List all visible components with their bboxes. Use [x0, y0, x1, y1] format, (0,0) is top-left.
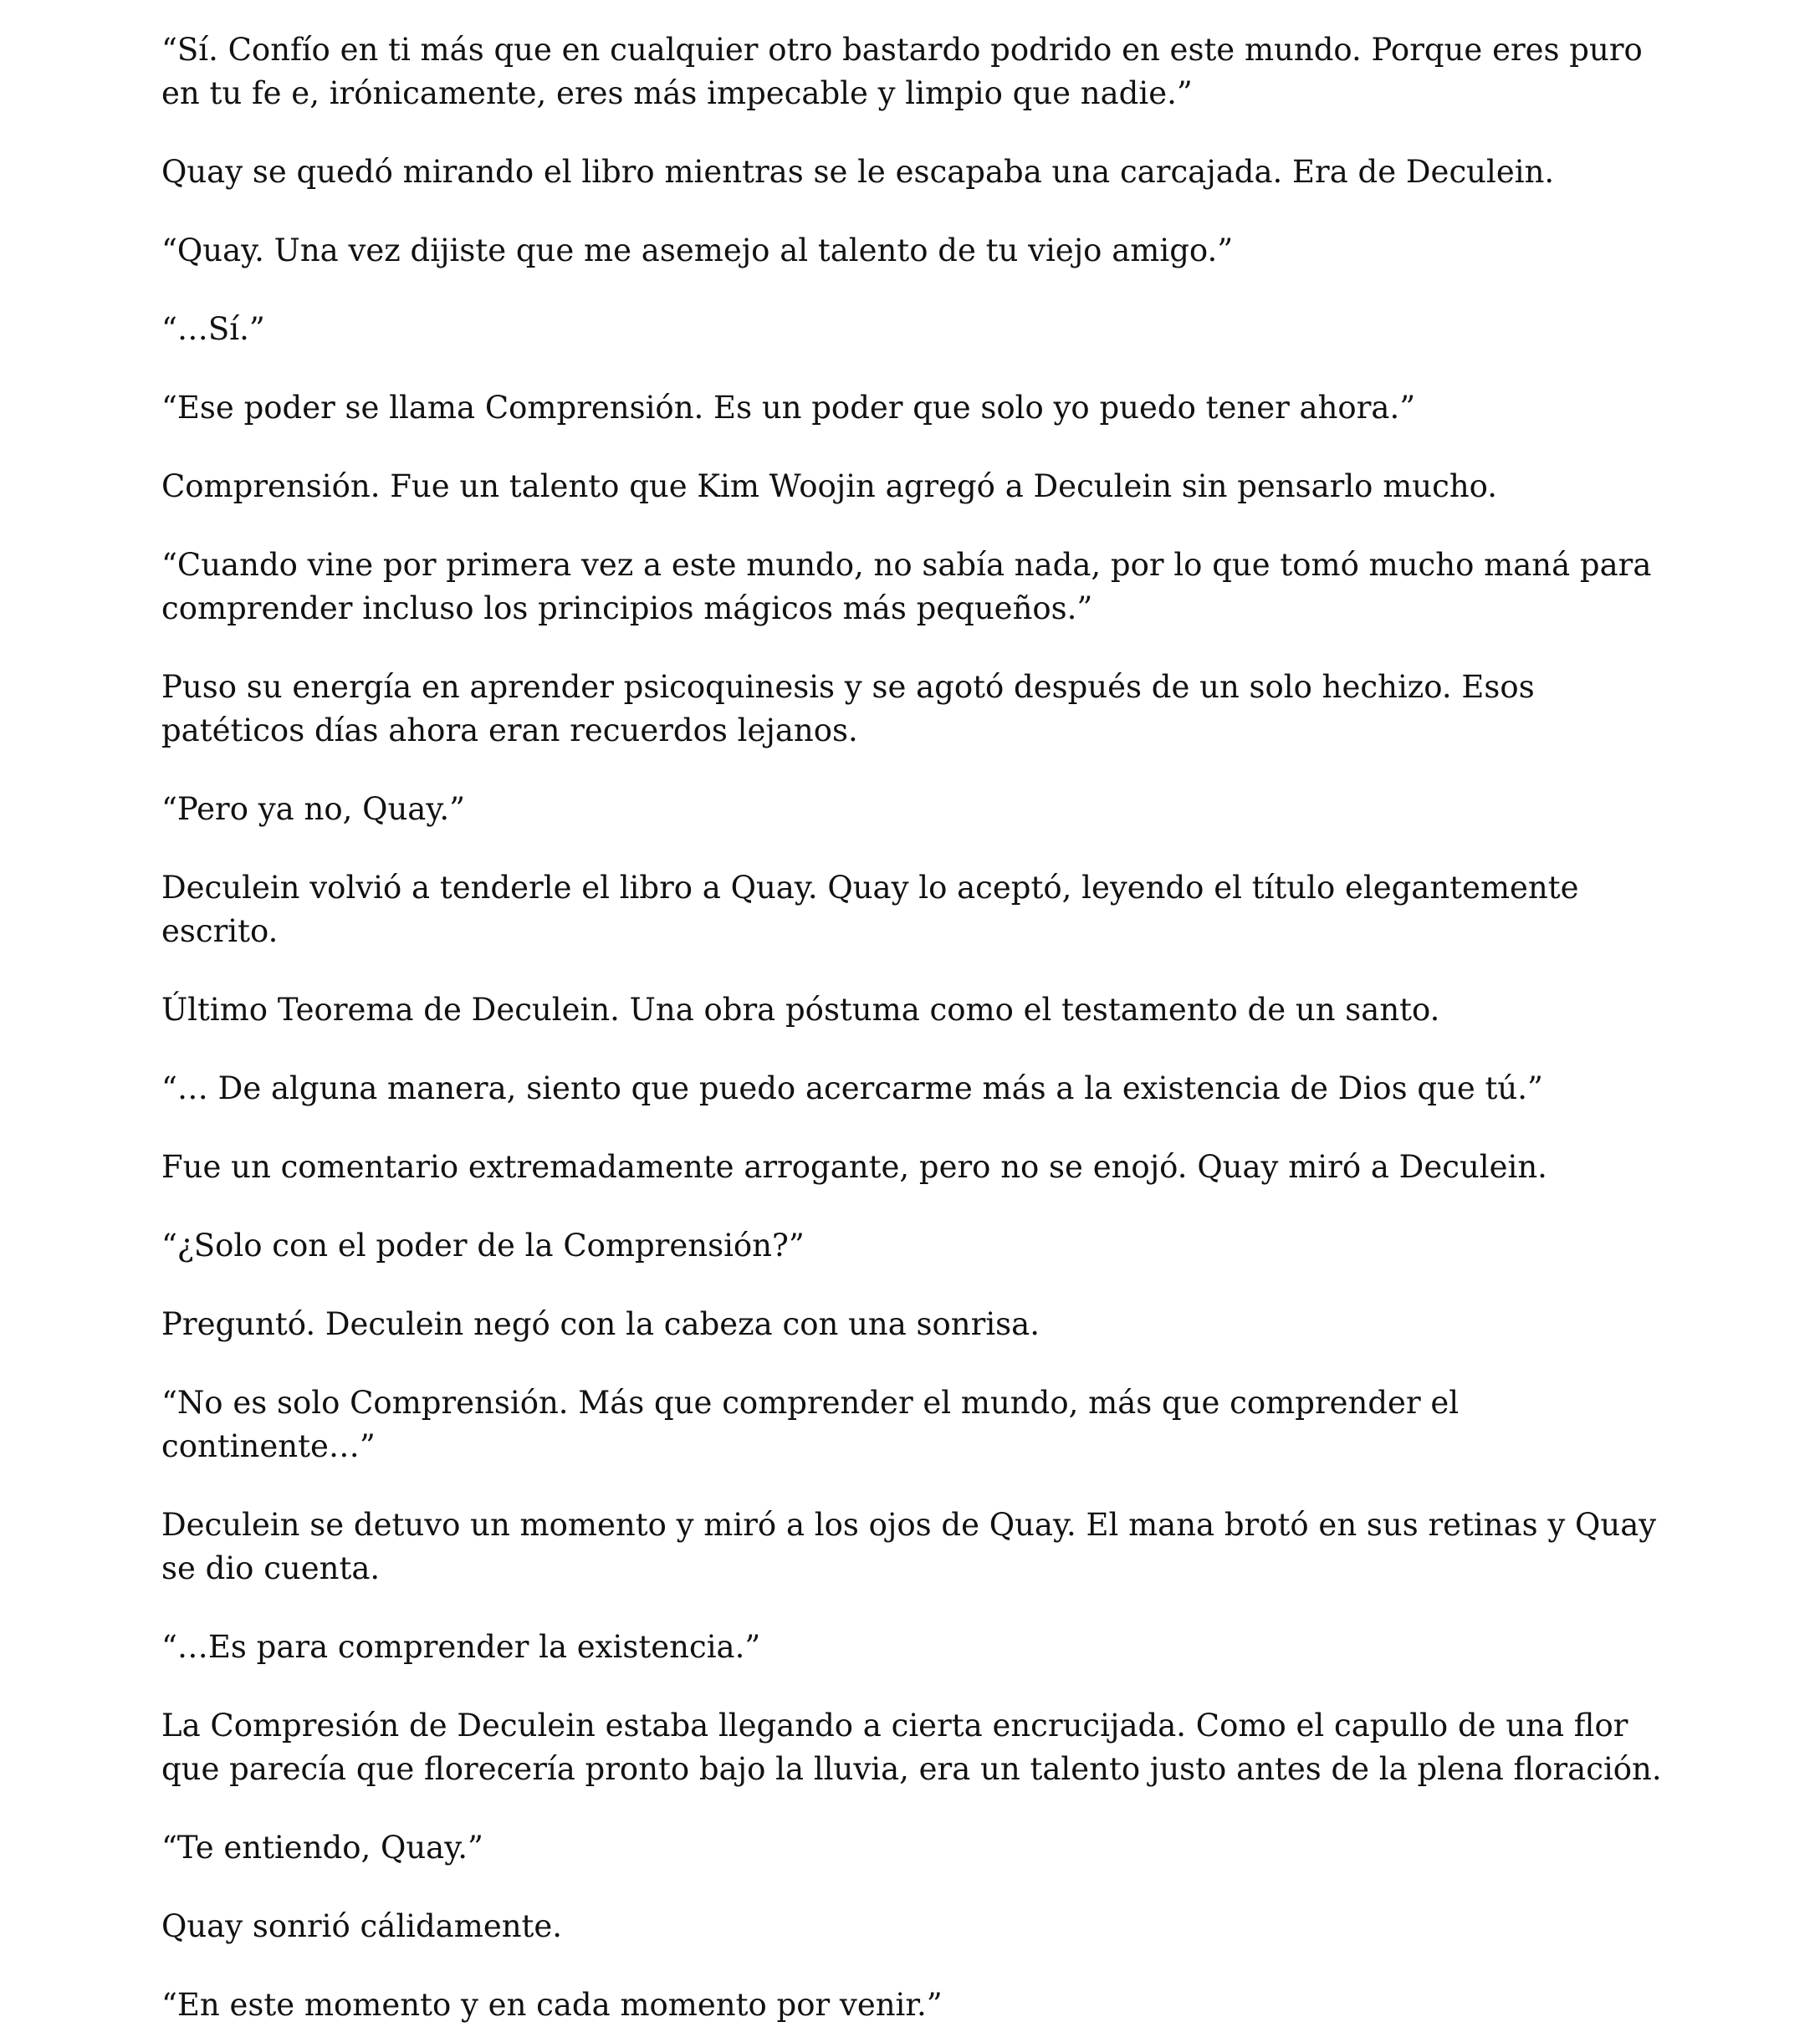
paragraph-16: “No es solo Comprensión. Más que comprender el mundo, más que comprender el continente…”	[161, 1385, 1460, 1464]
paragraph-12: “… De alguna manera, siento que puedo acercarme más a la existencia de Dios que tú.”	[161, 1070, 1543, 1106]
paragraph-19: La Compresión de Deculein estaba llegando a cierta encrucijada. Como el capullo de una flor que parecía que florecería pronto bajo la lluvia, era un talento justo antes de la plena floración.	[161, 1708, 1662, 1787]
paragraph-20: “Te entiendo, Quay.”	[161, 1830, 483, 1866]
paragraph-9: “Pero ya no, Quay.”	[161, 791, 466, 827]
paragraph-22: “En este momento y en cada momento por venir.”	[161, 1987, 943, 2023]
paragraph-21: Quay sonrió cálidamente.	[161, 1908, 563, 1944]
paragraph-7: “Cuando vine por primera vez a este mundo, no sabía nada, por lo que tomó mucho maná para comprender incluso los principios mágicos más pequeños.”	[161, 547, 1652, 626]
paragraph-4: “…Sí.”	[161, 311, 265, 347]
paragraph-2: Quay se quedó mirando el libro mientras se le escapaba una carcajada. Era de Deculein.	[161, 154, 1555, 190]
paragraph-18: “…Es para comprender la existencia.”	[161, 1629, 761, 1665]
paragraph-8: Puso su energía en aprender psicoquinesis y se agotó después de un solo hechizo. Esos patéticos días ahora eran recuerdos lejanos.	[161, 669, 1535, 748]
paragraph-14: “¿Solo con el poder de la Comprensión?”	[161, 1228, 805, 1264]
paragraph-11: Último Teorema de Deculein. Una obra póstuma como el testamento de un santo.	[161, 992, 1440, 1028]
paragraph-6: Comprensión. Fue un talento que Kim Woojin agregó a Deculein sin pensarlo mucho.	[161, 468, 1498, 504]
paragraph-17: Deculein se detuvo un momento y miró a los ojos de Quay. El mana brotó en sus retinas y Quay se dio cuenta.	[161, 1507, 1657, 1586]
paragraph-10: Deculein volvió a tenderle el libro a Quay. Quay lo aceptó, leyendo el título elegantemente escrito.	[161, 870, 1579, 949]
paragraph-3: “Quay. Una vez dijiste que me asemejo al talento de tu viejo amigo.”	[161, 232, 1234, 268]
paragraph-13: Fue un comentario extremadamente arrogante, pero no se enojó. Quay miró a Deculein.	[161, 1149, 1547, 1185]
paragraph-15: Preguntó. Deculein negó con la cabeza con una sonrisa.	[161, 1306, 1040, 1342]
paragraph-5: “Ese poder se llama Comprensión. Es un poder que solo yo puedo tener ahora.”	[161, 390, 1416, 426]
paragraph-1: “Sí. Confío en ti más que en cualquier otro bastardo podrido en este mundo. Porque eres puro en tu fe e, irónicamente, eres más impecable y limpio que nadie.”	[161, 32, 1643, 111]
